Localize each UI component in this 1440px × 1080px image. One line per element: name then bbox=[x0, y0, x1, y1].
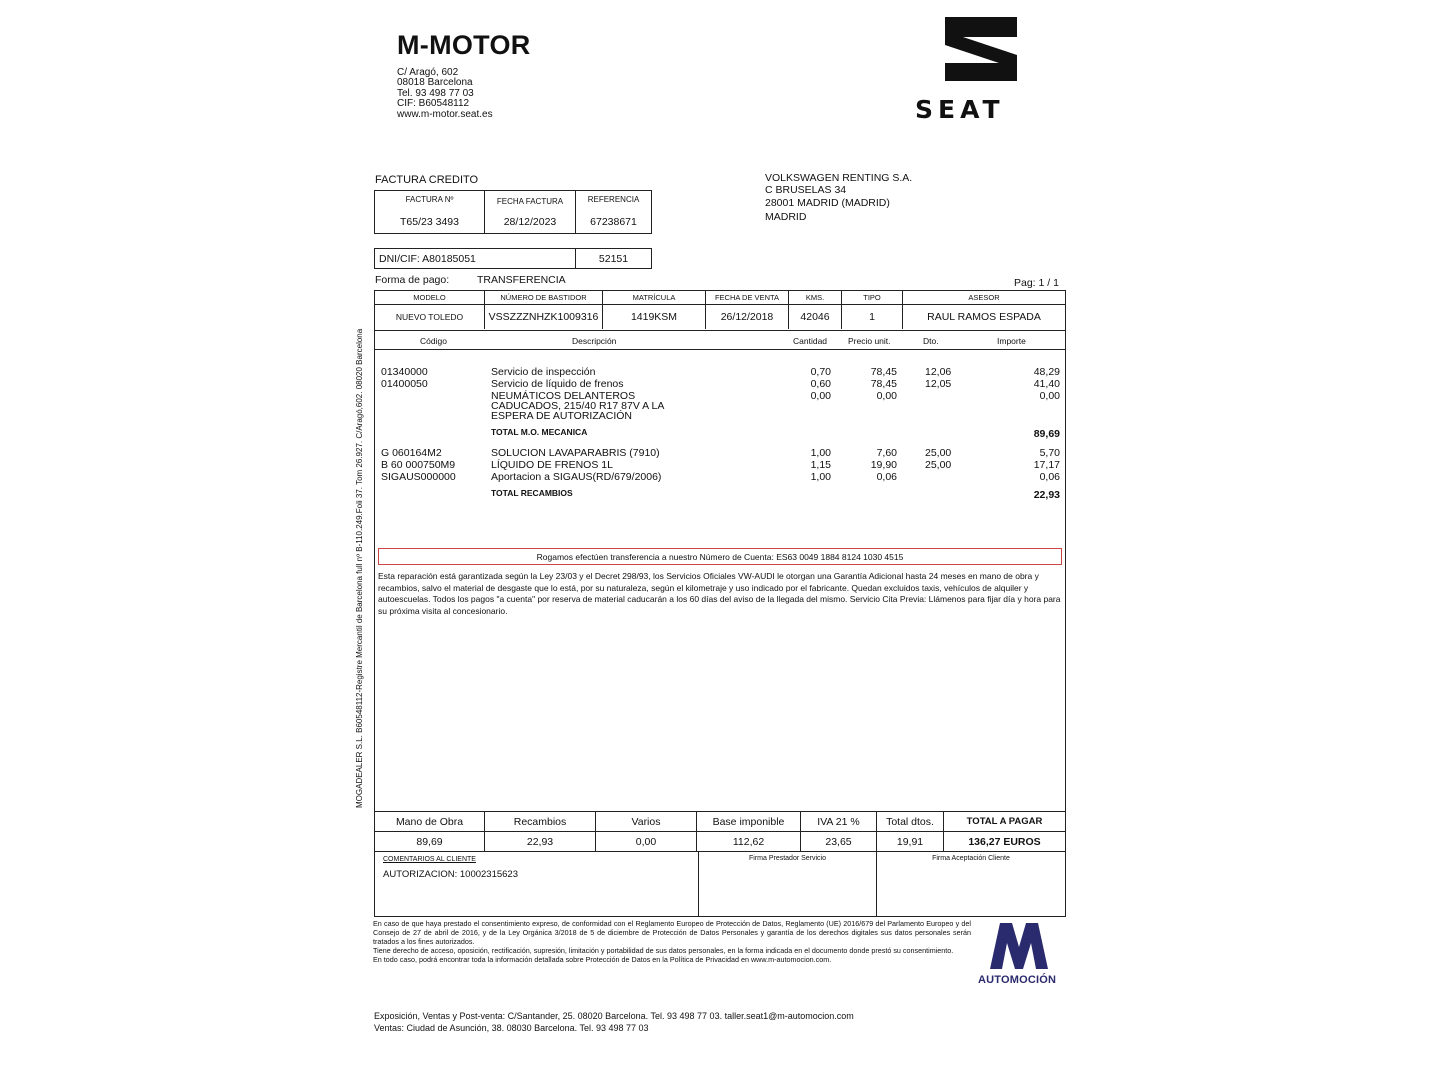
page-indicator: Pag: 1 / 1 bbox=[1014, 277, 1059, 289]
col-quantity: Cantidad bbox=[793, 336, 828, 346]
comments-box bbox=[375, 852, 699, 916]
vehicle-label: ASESOR bbox=[968, 293, 1000, 302]
vehicle-label: MODELO bbox=[375, 291, 485, 304]
item-quantity: 0,60 bbox=[810, 378, 831, 390]
totals-value: 89,69 bbox=[416, 836, 443, 848]
labor-total-value: 89,69 bbox=[1033, 428, 1060, 440]
item-discount: 12,05 bbox=[925, 378, 952, 390]
client-line: MADRID bbox=[765, 210, 807, 223]
item-amount: 48,29 bbox=[1033, 366, 1060, 378]
invoice-date-label: FECHA FACTURA bbox=[496, 197, 564, 206]
totals-cell bbox=[596, 812, 697, 852]
vehicle-advisor: RAUL RAMOS ESPADA bbox=[927, 311, 1041, 323]
item-quantity: 1,00 bbox=[810, 447, 831, 459]
dealer-address-line: CIF: B60548112 bbox=[397, 98, 470, 110]
item-amount: 17,17 bbox=[1033, 459, 1060, 471]
item-description: Aportacion a SIGAUS(RD/679/2006) bbox=[491, 471, 662, 483]
vehicle-label: MATRÍCULA bbox=[603, 291, 706, 304]
legal-paragraph: En todo caso, podrá encontrar toda la información detallada sobre Protección de Datos en la Política de Privacidad en www.m-automocion.com. bbox=[373, 955, 832, 965]
footer-line: Exposición, Ventas y Post-venta: C/Santander, 25. 08020 Barcelona. Tel. 93 498 77 03. taller.seat1@m-automocion.com bbox=[374, 1011, 854, 1021]
totals-label: IVA 21 % bbox=[801, 812, 876, 832]
item-code: SIGAUS000000 bbox=[381, 471, 456, 483]
col-amount: Importe bbox=[997, 336, 1026, 346]
vehicle-label: KMS. bbox=[789, 291, 842, 304]
item-unit-price: 7,60 bbox=[876, 447, 897, 459]
vehicle-label: FECHA DE VENTA bbox=[706, 291, 789, 304]
total-to-pay-value: 136,27 EUROS bbox=[968, 836, 1041, 848]
item-description: Servicio de líquido de frenos bbox=[491, 378, 624, 390]
item-amount: 0,06 bbox=[1039, 471, 1060, 483]
item-description: Servicio de inspección bbox=[491, 366, 596, 378]
totals-label: Recambios bbox=[485, 812, 595, 832]
dealer-address-line: Tel. 93 498 77 03 bbox=[397, 87, 474, 99]
client-line: C BRUSELAS 34 bbox=[765, 184, 847, 197]
item-quantity: 0,00 bbox=[810, 390, 831, 402]
totals-label: Varios bbox=[596, 812, 696, 832]
client-line: 28001 MADRID (MADRID) bbox=[765, 196, 890, 209]
col-discount: Dto. bbox=[923, 336, 939, 346]
col-code: Código bbox=[420, 336, 447, 346]
transfer-note: Rogamos efectúen transferencia a nuestro Número de Cuenta: ES63 0049 1884 8124 1030 4515 bbox=[378, 548, 1062, 565]
invoice-body bbox=[374, 290, 1066, 917]
item-amount: 5,70 bbox=[1039, 447, 1060, 459]
vehicle-labels-row bbox=[375, 291, 1065, 304]
client-id-box bbox=[374, 248, 652, 269]
totals-value: 19,91 bbox=[896, 836, 924, 848]
invoice-header-box bbox=[374, 190, 652, 234]
col-description: Descripción bbox=[572, 336, 617, 346]
payment-label: Forma de pago: bbox=[375, 274, 450, 286]
registry-text: MOGADEALER S.L. B60548112-Registre Mercantil de Barcelona full nº B-110.249.Foli 37. Tom 26.927. C/Aragó,602. 08020 Barcelona bbox=[355, 328, 364, 808]
totals-value: 112,62 bbox=[732, 836, 765, 848]
item-code: B 60 000750M9 bbox=[381, 459, 456, 471]
signature-row bbox=[375, 852, 1065, 916]
vehicle-model: NUEVO TOLEDO bbox=[375, 305, 485, 329]
legal-paragraph: En caso de que haya prestado el consentimiento expreso, de conformidad con el Reglamento Europeo de Protección de Datos, Reglamento (UE) 2016/679 del Parlamento Europeo y del Consejo de 27 de abril de 2016, y de la Ley Orgánica 3/2018 de 5 de diciembre de Protección de Datos Personales y garantía de los derechos digitales sus datos personales serán tratados a los fines autorizados. bbox=[373, 919, 971, 947]
dealer-address bbox=[397, 68, 493, 120]
dealer-address-line: www.m-motor.seat.es bbox=[397, 108, 493, 120]
item-unit-price: 19,90 bbox=[870, 459, 897, 471]
vehicle-sale-date: 26/12/2018 bbox=[706, 305, 789, 329]
vehicle-km: 42046 bbox=[789, 305, 842, 329]
totals-label: Mano de Obra bbox=[375, 812, 484, 832]
dealer-address-line: C/ Aragó, 602 bbox=[397, 67, 459, 78]
totals-cell bbox=[375, 812, 485, 852]
invoice-reference-cell bbox=[576, 191, 651, 233]
dealer-name: M-MOTOR bbox=[397, 30, 531, 60]
totals-value: 22,93 bbox=[526, 836, 554, 848]
totals-cell bbox=[877, 812, 944, 852]
legal-notice bbox=[373, 919, 971, 964]
invoice-date: 28/12/2023 bbox=[503, 216, 557, 228]
comments-text: AUTORIZACION: 10002315623 bbox=[383, 869, 519, 880]
footer bbox=[374, 1011, 854, 1034]
invoice-number-label: FACTURA Nº bbox=[405, 195, 454, 204]
provider-signature-label: Firma Prestador Servicio bbox=[748, 855, 827, 862]
invoice-title: FACTURA CREDITO bbox=[375, 174, 479, 186]
item-unit-price: 78,45 bbox=[870, 378, 897, 390]
comments-label: COMENTARIOS AL CLIENTE bbox=[383, 856, 476, 863]
item-description: SOLUCION LAVAPARABRIS (7910) bbox=[491, 447, 660, 459]
item-quantity: 1,15 bbox=[810, 459, 831, 471]
item-quantity: 0,70 bbox=[810, 366, 831, 378]
seat-logo-text: SEAT bbox=[915, 95, 1005, 124]
provider-signature-box bbox=[699, 852, 877, 916]
vehicle-plate: 1419KSM bbox=[603, 305, 706, 329]
item-code: 01400050 bbox=[381, 378, 428, 390]
client-dni: DNI/CIF: A80185051 bbox=[375, 249, 576, 268]
totals-label: Base imponible bbox=[697, 812, 800, 832]
item-description: ESPERA DE AUTORIZACIÓN bbox=[491, 410, 633, 422]
item-amount: 41,40 bbox=[1033, 378, 1060, 390]
divider bbox=[375, 349, 1065, 350]
client-address bbox=[765, 172, 912, 223]
item-description: NEUMÁTICOS DELANTEROS bbox=[491, 390, 636, 402]
parts-total-value: 22,93 bbox=[1033, 489, 1060, 501]
vehicle-type: 1 bbox=[842, 305, 903, 329]
totals-label: Total dtos. bbox=[877, 812, 943, 832]
invoice-reference: 67238671 bbox=[590, 216, 637, 228]
totals-value: 23,65 bbox=[825, 836, 852, 848]
invoice-number-cell bbox=[375, 191, 485, 233]
divider bbox=[375, 330, 1065, 331]
vehicle-label: NÚMERO DE BASTIDOR bbox=[485, 291, 603, 304]
totals-cell bbox=[801, 812, 877, 852]
client-line: VOLKSWAGEN RENTING S.A. bbox=[765, 172, 913, 184]
vehicle-label: TIPO bbox=[842, 291, 903, 304]
item-code: 01340000 bbox=[381, 366, 428, 378]
totals-value: 0,00 bbox=[635, 836, 657, 848]
item-discount: 25,00 bbox=[925, 459, 952, 471]
client-signature-label: Firma Aceptación Cliente bbox=[932, 855, 1010, 862]
vehicle-values-row bbox=[375, 305, 1065, 329]
col-unit-price: Precio unit. bbox=[848, 336, 891, 346]
totals-row bbox=[375, 812, 1065, 852]
payment-value: TRANSFERENCIA bbox=[477, 274, 566, 286]
item-amount: 0,00 bbox=[1039, 390, 1060, 402]
item-unit-price: 78,45 bbox=[870, 366, 897, 378]
client-signature-box bbox=[877, 852, 1065, 916]
item-description: LÍQUIDO DE FRENOS 1L bbox=[491, 459, 613, 471]
totals-cell bbox=[697, 812, 801, 852]
m-automocion-logo-text: AUTOMOCIÓN bbox=[978, 974, 1057, 986]
parts-total-label: TOTAL RECAMBIOS bbox=[491, 488, 573, 498]
invoice-reference-label: REFERENCIA bbox=[587, 195, 640, 204]
vehicle-vin: VSSZZZNHZK1009316 bbox=[485, 305, 603, 329]
dealer-address-line: 08018 Barcelona bbox=[397, 77, 473, 89]
warranty-text: Esta reparación está garantizada según la Ley 23/03 y el Decret 298/93, los Servicios Oficiales VW-AUDI le otorgan una Garantía Adicional hasta 24 meses en mano de obra y recambios, salvo el material de desgaste que lo está, por su naturaleza, según el kilometraje y uso indicado por el fabricante. Quedan excluidos taxis, vehículos de alquiler y autoescuelas. Todos los pagos "a cuenta" por reserva de material caducarán a los 60 días del aviso de la llegada del mismo. Servicio Cita Previa: Llámenos para fijar día y hora para su próxima visita al concesionario. bbox=[378, 571, 1061, 616]
labor-total-label: TOTAL M.O. MECANICA bbox=[491, 427, 588, 437]
legal-paragraph: Tiene derecho de acceso, oposición, rectificación, supresión, limitación y portabilidad de sus datos personales, en la forma indicada en el documento donde prestó su consentimiento. bbox=[373, 946, 954, 956]
footer-line: Ventas: Ciudad de Asunción, 38. 08030 Barcelona. Tel. 93 498 77 03 bbox=[374, 1022, 649, 1033]
item-code: G 060164M2 bbox=[381, 447, 442, 459]
item-unit-price: 0,06 bbox=[876, 471, 897, 483]
item-quantity: 1,00 bbox=[810, 471, 831, 483]
total-to-pay-label: TOTAL A PAGAR bbox=[944, 812, 1065, 832]
item-discount: 25,00 bbox=[925, 447, 952, 459]
invoice-date-cell bbox=[485, 191, 576, 233]
invoice-number: T65/23 3493 bbox=[400, 216, 459, 228]
total-to-pay-cell bbox=[944, 812, 1065, 852]
item-description: CADUCADOS, 215/40 R17 87V A LA bbox=[491, 400, 665, 412]
client-code: 52151 bbox=[598, 252, 629, 265]
item-discount: 12,06 bbox=[925, 366, 952, 378]
totals-cell bbox=[485, 812, 596, 852]
item-unit-price: 0,00 bbox=[876, 390, 897, 402]
payment-method bbox=[375, 274, 566, 286]
